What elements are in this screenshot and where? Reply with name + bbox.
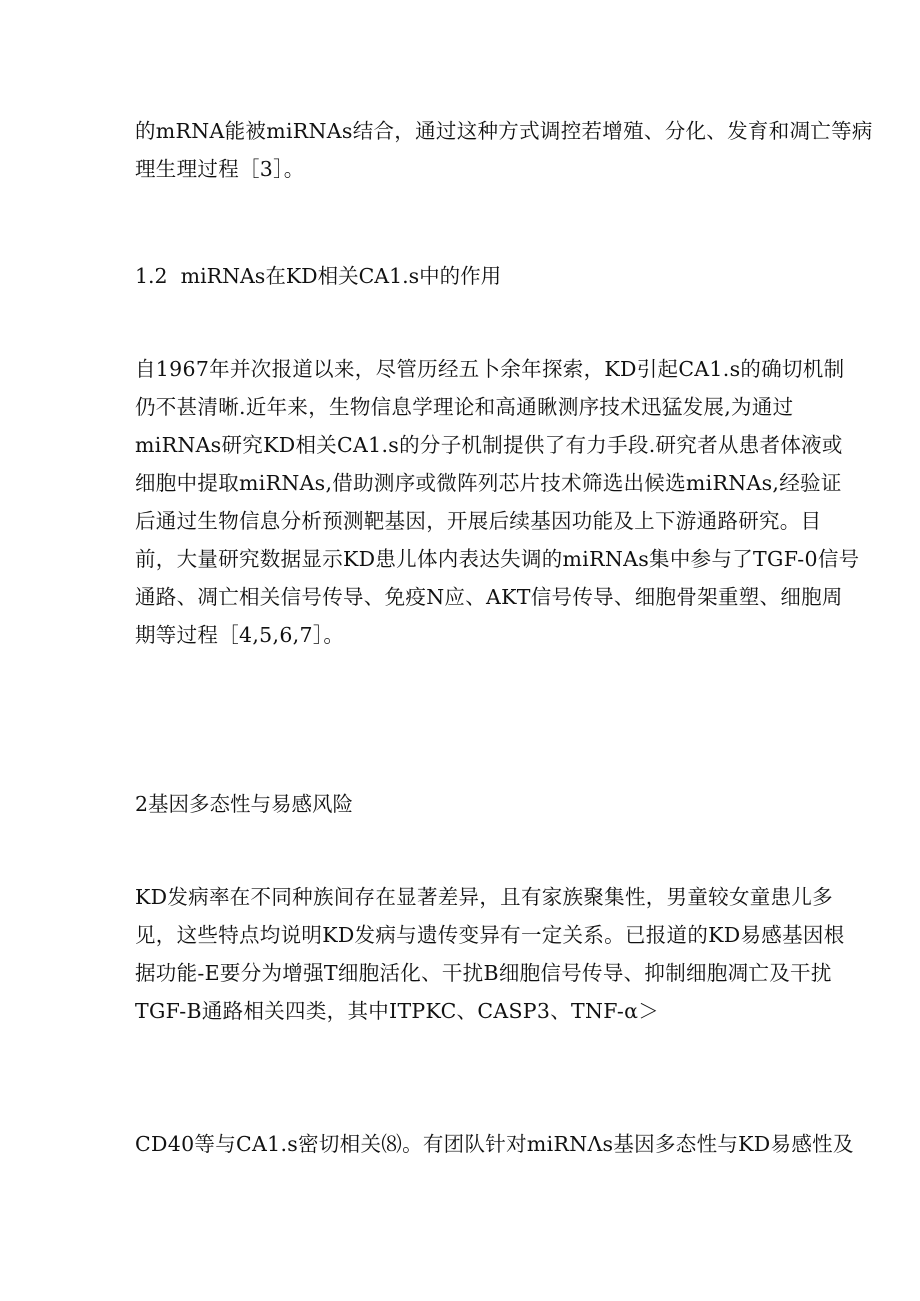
paragraph-cd40: [135, 1125, 854, 1163]
text-line: 通路、凋亡相关信号传导、免疫N应、AKT信号传导、细胞骨架重塑、细胞周: [135, 585, 843, 609]
text-line: 的mRNA能被miRNAs结合，通过这种方式调控若增殖、分化、发育和凋亡等病: [135, 119, 873, 143]
text-line: 自1967年并次报道以来，尽管历经五卜余年探索，KD引起CA1.s的确切机制: [135, 357, 845, 381]
text-line: 细胞中提取miRNAs,借助测序或微阵列芯片技术筛选出候选miRNAs,经验证: [135, 471, 842, 495]
section-heading-1-2: 1.2 miRNAs在KD相关CA1.s中的作用: [135, 264, 502, 288]
paragraph-mirna-kd-role: [135, 350, 860, 654]
paragraph-genetic-susceptibility: [135, 878, 845, 1030]
text-line: CD40等与CA1.s密切相关⑻。有团队针对miRNΛs基因多态性与KD易感性及: [135, 1132, 854, 1156]
text-line: KD发病率在不同种族间存在显著差异，且有家族聚集性，男童较女童患儿多: [135, 885, 833, 909]
text-line: 期等过程［4,5,6,7］。: [135, 623, 345, 647]
text-line: 见，这些特点均说明KD发病与遗传变异有一定关系。已报道的KD易感基因根: [135, 923, 845, 947]
paragraph-mirna-mechanism: [135, 112, 873, 188]
text-line: TGF-B通路相关四类，其中ITPKC、CASP3、TNF-α＞: [135, 999, 660, 1023]
text-line: 前，大量研究数据显示KD患儿体内表达失调的miRNAs集中参与了TGF-0信号: [135, 547, 860, 571]
text-line: 仍不甚清晰.近年来，生物信息学理论和高通瞅测序技术迅猛发展,为通过: [135, 395, 794, 419]
section-heading-2: 2基因多态性与易感风险: [135, 792, 354, 816]
text-line: 理生理过程［3］。: [135, 157, 305, 181]
text-line: miRNAs研究KD相关CA1.s的分子机制提供了有力手段.研究者从患者体液或: [135, 433, 843, 457]
text-line: 据功能-E要分为增强T细胞活化、干扰B细胞信号传导、抑制细胞凋亡及干扰: [135, 961, 832, 985]
text-line: 后通过生物信息分析预测靶基因，开展后续基因功能及上下游通路研究。目: [135, 509, 822, 533]
